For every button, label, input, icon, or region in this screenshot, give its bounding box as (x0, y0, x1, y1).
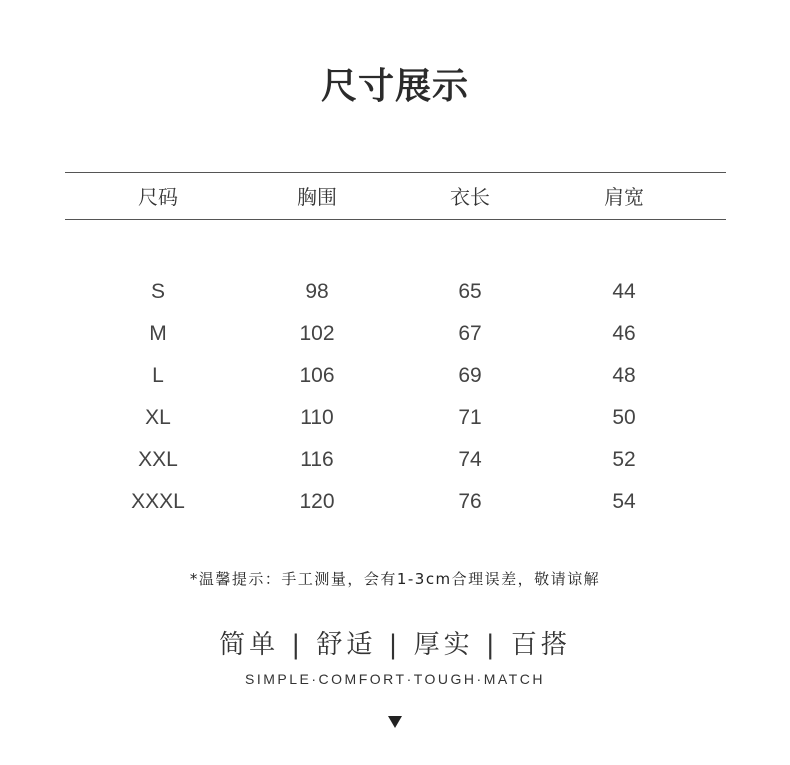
cell-size: S (150, 280, 165, 303)
cell-size: XXXL (131, 490, 185, 513)
header-shoulder: 肩宽 (604, 185, 644, 209)
cell-chest: 120 (299, 490, 335, 513)
table-row (0, 440, 790, 482)
cell-chest: 98 (305, 280, 329, 303)
down-triangle-icon (388, 716, 402, 728)
cell-shoulder: 46 (612, 322, 636, 345)
slogan-chinese: 简单 | 舒适 | 厚实 | 百搭 (219, 630, 571, 660)
cell-length: 71 (458, 406, 482, 429)
cell-size: M (149, 322, 167, 345)
cell-shoulder: 54 (612, 490, 636, 513)
cell-length: 69 (458, 364, 482, 387)
table-row (0, 356, 790, 398)
cell-shoulder: 44 (612, 280, 636, 303)
slogan-english: SIMPLE·COMFORT·TOUGH·MATCH (245, 671, 545, 687)
table-row (0, 272, 790, 314)
header-length: 衣长 (450, 185, 490, 209)
cell-chest: 116 (300, 448, 334, 471)
table-row (0, 482, 790, 524)
size-table-body (0, 272, 790, 524)
header-chest: 胸围 (297, 185, 337, 209)
table-header (0, 172, 790, 219)
cell-shoulder: 48 (612, 364, 636, 387)
cell-size: XXL (138, 448, 178, 471)
table-header-rule (65, 219, 726, 220)
table-row (0, 398, 790, 440)
cell-size: L (152, 364, 164, 387)
header-size: 尺码 (138, 185, 178, 209)
cell-length: 67 (458, 322, 482, 345)
measurement-note: *温馨提示：手工测量，会有1-3cm合理误差，敬请谅解 (189, 570, 601, 588)
page-title: 尺寸展示 (320, 66, 469, 107)
cell-chest: 106 (299, 364, 335, 387)
cell-shoulder: 50 (612, 406, 636, 429)
cell-length: 76 (458, 490, 482, 513)
cell-chest: 110 (300, 406, 334, 429)
cell-shoulder: 52 (612, 448, 636, 471)
cell-length: 74 (458, 448, 482, 471)
cell-chest: 102 (299, 322, 335, 345)
table-row (0, 314, 790, 356)
cell-length: 65 (458, 280, 482, 303)
cell-size: XL (145, 406, 171, 429)
